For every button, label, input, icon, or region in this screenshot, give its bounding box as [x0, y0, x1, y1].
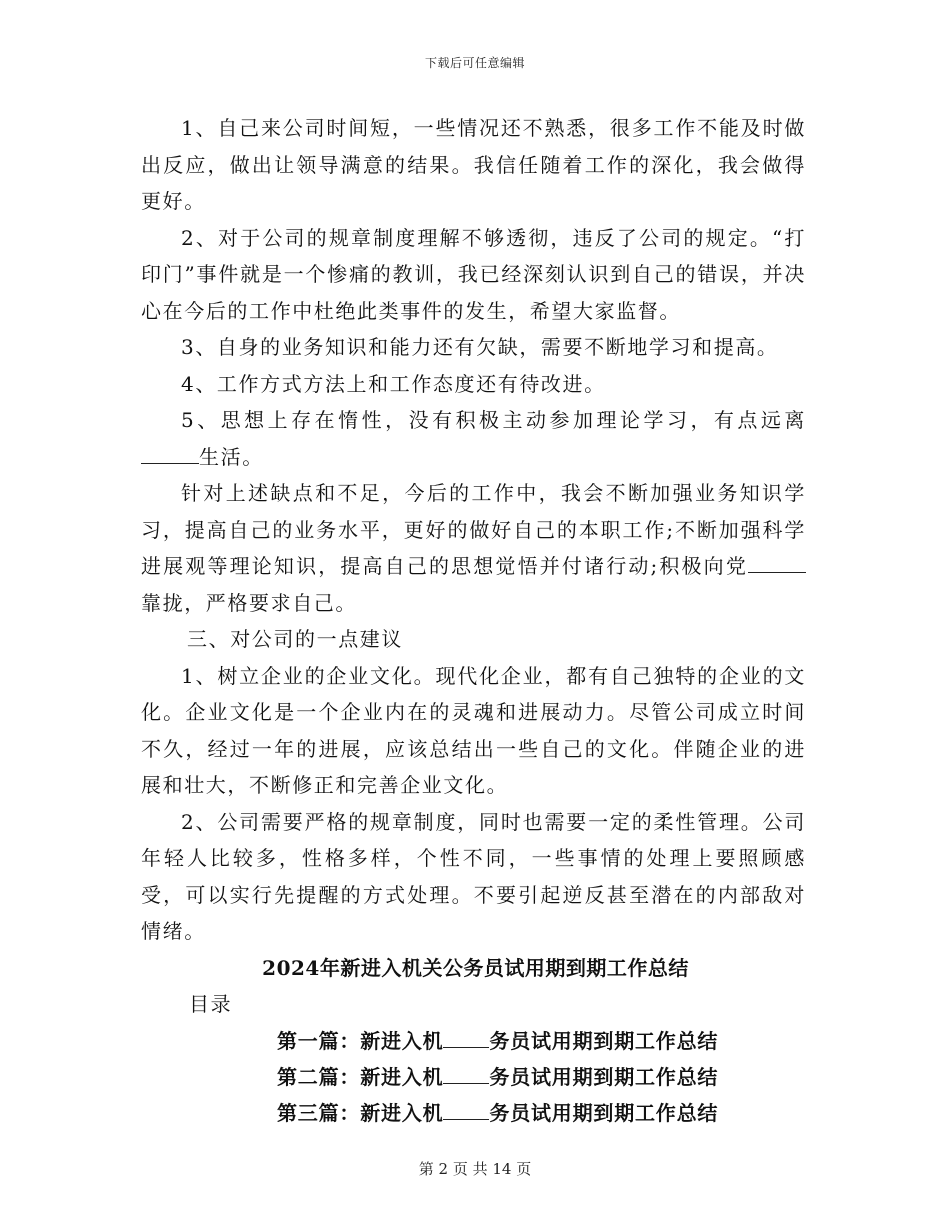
toc-item-text: 务员试用期到期工作总结 — [489, 1100, 719, 1125]
toc-item — [141, 1023, 806, 1059]
toc-item-text: 务员试用期到期工作总结 — [489, 1028, 719, 1053]
fill-blank — [141, 441, 199, 464]
body-paragraph — [141, 220, 806, 330]
page-number: 第 2 页 共 14 页 — [418, 1160, 532, 1178]
section-heading — [141, 621, 806, 658]
paragraph-list — [141, 110, 806, 950]
body-paragraph — [141, 475, 806, 621]
document-title: 2024年新进入机关公务员试用期到期工作总结 — [262, 955, 689, 980]
fill-blank — [443, 1097, 489, 1120]
toc-item — [141, 1059, 806, 1095]
paragraph-text: 针对上述缺点和不足，今后的工作中，我会不断加强业务知识学习，提高自己的业务水平，更好的做好自己的本职工作;不断加强科学进展观等理论知识，提高自己的思想觉悟并付诸行动;积极向党 — [141, 481, 806, 578]
body-paragraph — [141, 402, 806, 475]
body-paragraph — [141, 110, 806, 220]
document-body — [141, 110, 806, 1131]
body-paragraph — [141, 329, 806, 366]
paragraph-text: 5、思想上存在惰性，没有积极主动参加理论学习，有点远离 — [181, 408, 806, 432]
toc-item-text: 第三篇：新进入机 — [277, 1100, 444, 1125]
page-header: 下载后可任意编辑 — [424, 56, 525, 70]
toc-label: 目录 — [189, 992, 233, 1016]
toc-item-text: 务员试用期到期工作总结 — [489, 1064, 719, 1089]
paragraph-text: 靠拢，严格要求自己。 — [141, 590, 357, 615]
paragraph-text: 三、对公司的一点建议 — [187, 627, 403, 651]
paragraph-text: 2、公司需要严格的规章制度，同时也需要一定的柔性管理。公司年轻人比较多，性格多样，个性不同，一些事情的处理上要照顾感受，可以实行先提醒的方式处理。不要引起逆反甚至潜在的内部敌对情绪。 — [141, 809, 806, 943]
toc-item-text: 第二篇：新进入机 — [277, 1064, 444, 1089]
body-paragraph — [141, 804, 806, 950]
body-paragraph — [141, 658, 806, 804]
toc-item — [141, 1095, 806, 1131]
paragraph-text: 4、工作方式方法上和工作态度还有待改进。 — [181, 371, 606, 396]
body-paragraph — [141, 366, 806, 403]
fill-blank — [748, 550, 806, 573]
paragraph-text: 3、自身的业务知识和能力还有欠缺，需要不断地学习和提高。 — [181, 335, 779, 359]
toc-list — [141, 1023, 806, 1131]
fill-blank — [443, 1025, 489, 1048]
paragraph-text: 生活。 — [199, 444, 264, 469]
fill-blank — [443, 1061, 489, 1084]
toc-item-text: 第一篇：新进入机 — [277, 1028, 444, 1053]
paragraph-text: 2、对于公司的规章制度理解不够透彻，违反了公司的规定。“打印门”事件就是一个惨痛的教训，我已经深刻认识到自己的错误，并决心在今后的工作中杜绝此类事件的发生，希望大家监督。 — [141, 225, 806, 323]
paragraph-text: 1、树立企业的企业文化。现代化企业，都有自己独特的企业的文化。企业文化是一个企业内在的灵魂和进展动力。尽管公司成立时间不久，经过一年的进展，应该总结出一些自己的文化。伴随企业的进展和壮大，不断修正和完善企业文化。 — [141, 663, 806, 797]
paragraph-text: 1、自己来公司时间短，一些情况还不熟悉，很多工作不能及时做出反应，做出让领导满意的结果。我信任随着工作的深化，我会做得更好。 — [141, 116, 806, 213]
